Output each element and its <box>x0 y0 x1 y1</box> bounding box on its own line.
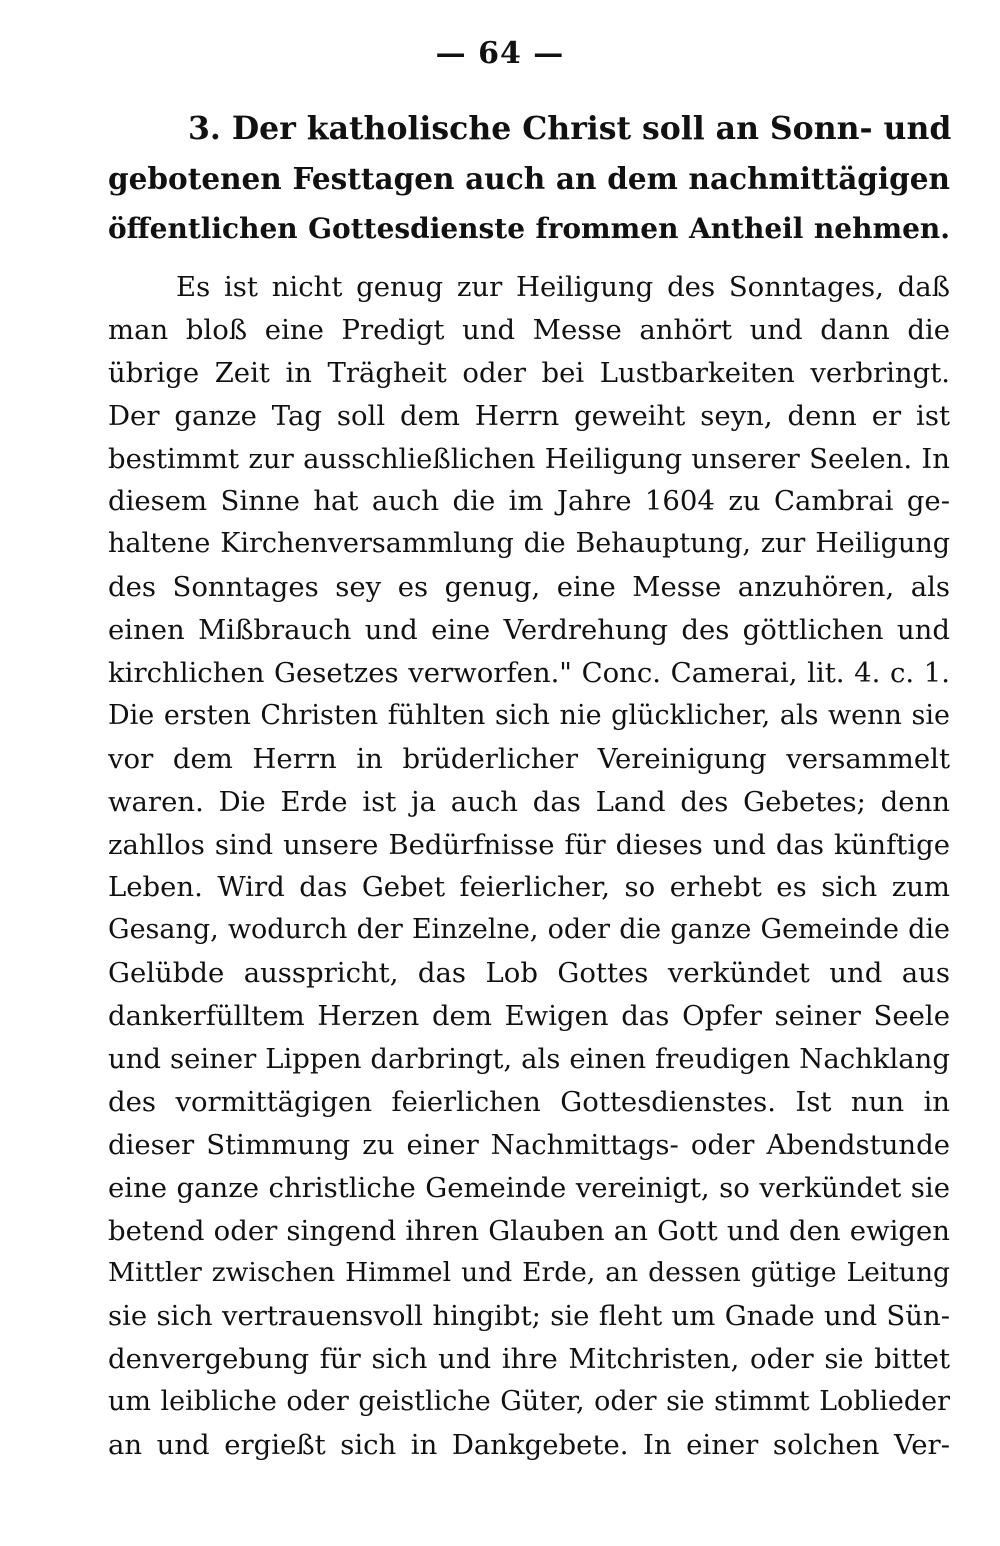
text-line: Leben. Wird das Gebet feierlicher, so erhebt es sich zum <box>108 871 950 904</box>
text-line: zahllos sind unsere Bedürfnisse für dieses und das künftige <box>108 828 950 861</box>
text-line: betend oder singend ihren Glauben an Gott und den ewigen <box>108 1214 950 1247</box>
text-line: an und ergießt sich in Dankgebete. In einer solchen Ver- <box>108 1429 950 1462</box>
text-line: und seiner Lippen darbringt, als einen freudigen Nachklang <box>108 1043 950 1076</box>
text-line: dieser Stimmung zu einer Nachmittags- oder Abendstunde <box>108 1128 950 1161</box>
text-line: einen Mißbrauch und eine Verdrehung des göttlichen und <box>108 614 950 647</box>
body-paragraph <box>108 266 950 1467</box>
text-line: Gesang, wodurch der Einzelne, oder die ganze Gemeinde die <box>108 914 950 946</box>
text-line: übrige Zeit in Trägheit oder bei Lustbarkeiten verbringt. <box>108 356 950 389</box>
section-heading <box>108 104 950 254</box>
text-line: Die ersten Christen fühlten sich nie glücklicher, als wenn sie <box>108 699 950 731</box>
text-line: denvergebung für sich und ihre Mitchristen, oder sie bittet <box>108 1343 950 1376</box>
text-line: diesem Sinne hat auch die im Jahre 1604 zu Cambrai ge- <box>108 485 950 518</box>
text-line: vor dem Herrn in brüderlicher Vereinigung versammelt <box>108 742 950 775</box>
text-line: Es ist nicht genug zur Heiligung des Sonntages, daß <box>176 271 950 303</box>
heading-line: öffentlichen Gottesdienste frommen Antheil nehmen. <box>108 212 950 245</box>
text-line: waren. Die Erde ist ja auch das Land des Gebetes; denn <box>108 785 950 818</box>
text-line: um leibliche oder geistliche Güter, oder sie stimmt Loblieder <box>108 1386 950 1418</box>
text-line: bestimmt zur ausschließlichen Heiligung unserer Seelen. In <box>108 442 950 475</box>
text-line: sie sich vertrauensvoll hingibt; sie fleht um Gnade und Sün- <box>108 1300 950 1333</box>
heading-line: gebotenen Festtagen auch an dem nachmittägigen <box>108 161 950 196</box>
text-line: Der ganze Tag soll dem Herrn geweiht seyn, denn er ist <box>108 399 950 432</box>
heading-line: 3. Der katholische Christ soll an Sonn- und <box>188 110 952 147</box>
text-line: kirchlichen Gesetzes verworfen." Conc. Camerai, lit. 4. c. 1. <box>108 657 950 690</box>
text-line: eine ganze christliche Gemeinde vereinigt, so verkündet sie <box>108 1171 950 1204</box>
text-line: Gelübde ausspricht, das Lob Gottes verkündet und aus <box>108 957 950 990</box>
text-line: Mittler zwischen Himmel und Erde, an dessen gütige Leitung <box>108 1257 950 1289</box>
page-number: — 64 — <box>435 36 565 71</box>
text-line: des Sonntages sey es genug, eine Messe anzuhören, als <box>108 571 950 604</box>
text-line: des vormittägigen feierlichen Gottesdienstes. Ist nun in <box>108 1085 950 1118</box>
text-line: dankerfülltem Herzen dem Ewigen das Opfer seiner Seele <box>108 1000 950 1033</box>
text-line: haltene Kirchenversammlung die Behauptung, zur Heiligung <box>108 528 950 560</box>
text-line: man bloß eine Predigt und Messe anhört und dann die <box>108 313 950 346</box>
